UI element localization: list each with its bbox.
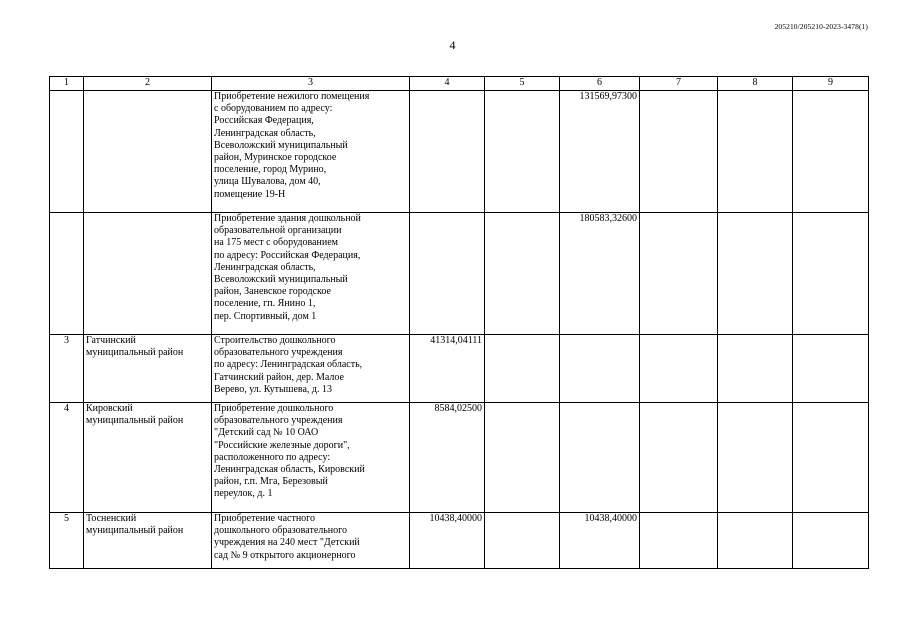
column-header: 6 xyxy=(560,77,640,91)
data-table xyxy=(49,76,869,569)
row-number xyxy=(50,91,84,213)
value-cell-col4 xyxy=(410,213,485,335)
value-cell-col7 xyxy=(640,213,718,335)
value-cell-col8 xyxy=(718,213,793,335)
row-number: 4 xyxy=(50,403,84,513)
value-cell-col7 xyxy=(640,513,718,569)
district-cell: Кировский муниципальный район xyxy=(84,403,212,513)
row-number xyxy=(50,213,84,335)
value-cell-col7 xyxy=(640,335,718,403)
value-cell-col6 xyxy=(560,335,640,403)
object-cell: Приобретение дошкольного образовательного учреждения "Детский сад № 10 ОАО "Российские железные дороги", расположенного по адресу: Ленинградская область, Кировский район, г.п. Мга, Березовый переулок, д. 1 xyxy=(212,403,410,513)
object-cell: Приобретение частного дошкольного образовательного учреждения на 240 мест "Детский сад № 9 открытого акционерного xyxy=(212,513,410,569)
value-cell-col9 xyxy=(793,403,869,513)
row-number: 5 xyxy=(50,513,84,569)
column-header: 7 xyxy=(640,77,718,91)
page-number: 4 xyxy=(449,38,456,52)
object-cell: Строительство дошкольного образовательного учреждения по адресу: Ленинградская область, Гатчинский район, дер. Малое Верево, ул. Кутышева, д. 13 xyxy=(212,335,410,403)
document-id: 205210/205210-2023-3478(1) xyxy=(774,22,868,31)
value-cell-col5 xyxy=(485,335,560,403)
value-cell-col4: 41314,04111 xyxy=(410,335,485,403)
value-cell-col6 xyxy=(560,403,640,513)
table-row xyxy=(50,335,869,403)
value-cell-col6: 10438,40000 xyxy=(560,513,640,569)
value-cell-col6: 180583,32600 xyxy=(560,213,640,335)
table-row xyxy=(50,403,869,513)
value-cell-col9 xyxy=(793,513,869,569)
district-cell: Гатчинский муниципальный район xyxy=(84,335,212,403)
value-cell-col4: 10438,40000 xyxy=(410,513,485,569)
row-number: 3 xyxy=(50,335,84,403)
value-cell-col8 xyxy=(718,335,793,403)
value-cell-col8 xyxy=(718,513,793,569)
column-header: 8 xyxy=(718,77,793,91)
value-cell-col9 xyxy=(793,91,869,213)
value-cell-col5 xyxy=(485,213,560,335)
value-cell-col6: 131569,97300 xyxy=(560,91,640,213)
column-header: 9 xyxy=(793,77,869,91)
table-row xyxy=(50,213,869,335)
value-cell-col9 xyxy=(793,213,869,335)
value-cell-col5 xyxy=(485,403,560,513)
column-header: 1 xyxy=(50,77,84,91)
value-cell-col5 xyxy=(485,513,560,569)
value-cell-col7 xyxy=(640,403,718,513)
district-cell: Тосненский муниципальный район xyxy=(84,513,212,569)
header-row xyxy=(50,77,869,91)
value-cell-col4 xyxy=(410,91,485,213)
value-cell-col4: 8584,02500 xyxy=(410,403,485,513)
column-header: 4 xyxy=(410,77,485,91)
object-cell: Приобретение нежилого помещения с оборудованием по адресу: Российская Федерация, Ленинградская область, Всеволожский муниципальный район, Муринское городское поселение, город Мурино, улица Шувалова, дом 40, помещение 19-Н xyxy=(212,91,410,213)
table-row xyxy=(50,91,869,213)
value-cell-col8 xyxy=(718,403,793,513)
value-cell-col8 xyxy=(718,91,793,213)
value-cell-col5 xyxy=(485,91,560,213)
district-cell xyxy=(84,91,212,213)
column-header: 5 xyxy=(485,77,560,91)
column-header: 2 xyxy=(84,77,212,91)
object-cell: Приобретение здания дошкольной образовательной организации на 175 мест с оборудованием по адресу: Российская Федерация, Ленинградская область, Всеволожский муниципальный район, Заневское городское поселение, гп. Янино 1, пер. Спортивный, дом 1 xyxy=(212,213,410,335)
value-cell-col9 xyxy=(793,335,869,403)
value-cell-col7 xyxy=(640,91,718,213)
table-row xyxy=(50,513,869,569)
column-header: 3 xyxy=(212,77,410,91)
district-cell xyxy=(84,213,212,335)
